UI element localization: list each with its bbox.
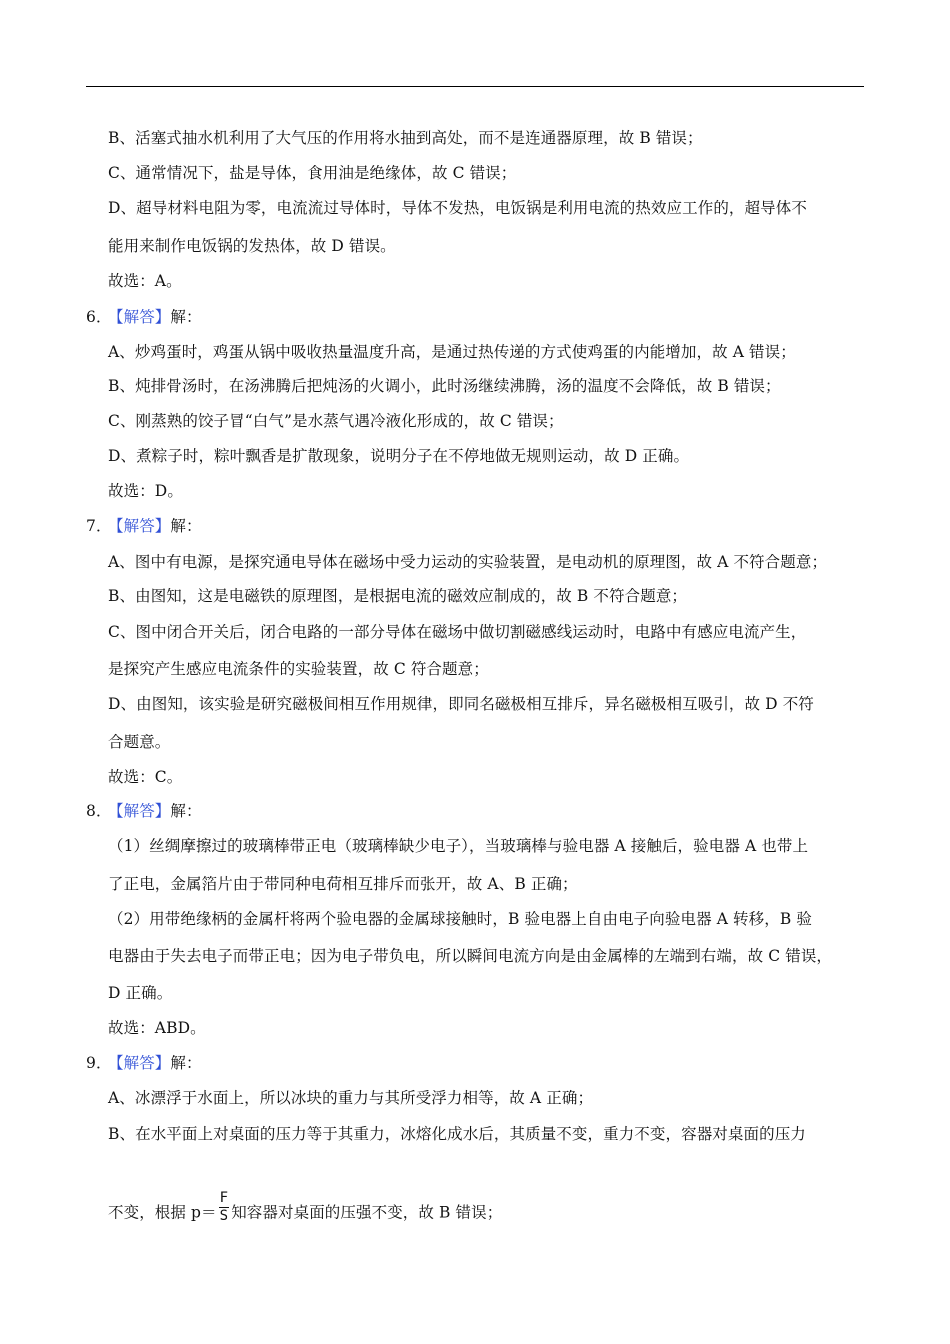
question-number: 9． xyxy=(86,1054,112,1072)
text-line: B、在水平面上对桌面的压力等于其重力，冰熔化成水后，其质量不变，重力不变，容器对桌面的压力 xyxy=(108,1125,806,1143)
text-line: B、活塞式抽水机利用了大气压的作用将水抽到高处，而不是连通器原理，故 B 错误； xyxy=(108,129,703,147)
text-line: 故选：D。 xyxy=(108,482,183,500)
text-line: B、炖排骨汤时，在汤沸腾后把炖汤的火调小，此时汤继续沸腾，汤的温度不会降低，故 B 错误； xyxy=(108,377,781,395)
question-number: 8． xyxy=(86,802,112,820)
text-line: （2）用带绝缘柄的金属杆将两个验电器的金属球接触时，B 验电器上自由电子向验电器 A 转移，B 验 xyxy=(108,910,812,928)
question-8-header xyxy=(86,801,202,821)
answer-tag: 【解答】 xyxy=(108,308,171,326)
text-line: 合题意。 xyxy=(108,733,171,751)
text-line: A、炒鸡蛋时，鸡蛋从锅中吸收热量温度升高，是通过热传递的方式使鸡蛋的内能增加，故 A 错误； xyxy=(108,343,796,361)
text-line: 能用来制作电饭锅的发热体，故 D 错误。 xyxy=(108,237,396,255)
answer-intro: 解： xyxy=(170,517,202,535)
text-line: 故选：ABD。 xyxy=(108,1019,206,1037)
text-line: 是探究产生感应电流条件的实验装置，故 C 符合题意； xyxy=(108,660,489,678)
text-line: C、刚蒸熟的饺子冒“白气”是水蒸气遇冷液化形成的，故 C 错误； xyxy=(108,412,564,430)
formula-suffix: 知容器对桌面的压强不变，故 B 错误； xyxy=(231,1203,503,1222)
question-number: 6． xyxy=(86,308,112,326)
answer-tag: 【解答】 xyxy=(108,517,171,535)
text-line: 故选：A。 xyxy=(108,272,182,290)
question-number: 7． xyxy=(86,517,112,535)
answer-intro: 解： xyxy=(170,802,202,820)
question-6-header xyxy=(86,307,202,327)
formula-line xyxy=(108,1190,503,1231)
pressure-fraction xyxy=(219,1190,230,1225)
text-line: A、图中有电源，是探究通电导体在磁场中受力运动的实验装置，是电动机的原理图，故 A 不符合题意； xyxy=(108,553,828,571)
text-line: （1）丝绸摩擦过的玻璃棒带正电（玻璃棒缺少电子），当玻璃棒与验电器 A 接触后，验电器 A 也带上 xyxy=(108,837,809,855)
text-line: C、图中闭合开关后，闭合电路的一部分导体在磁场中做切割磁感线运动时，电路中有感应电流产生， xyxy=(108,623,807,641)
question-9-header xyxy=(86,1053,202,1073)
text-line: C、通常情况下，盐是导体，食用油是绝缘体，故 C 错误； xyxy=(108,164,517,182)
header-rule xyxy=(86,86,864,87)
text-line: 电器由于失去电子而带正电；因为电子带负电，所以瞬间电流方向是由金属棒的左端到右端，故 C 错误， xyxy=(108,947,833,965)
question-7-header xyxy=(86,516,202,536)
answer-tag: 【解答】 xyxy=(108,802,171,820)
text-line: 故选：C。 xyxy=(108,768,183,786)
text-line: A、冰漂浮于水面上，所以冰块的重力与其所受浮力相等，故 A 正确； xyxy=(108,1089,594,1107)
text-line: B、由图知，这是电磁铁的原理图，是根据电流的磁效应制成的，故 B 不符合题意； xyxy=(108,587,688,605)
answer-intro: 解： xyxy=(170,308,202,326)
text-line: D 正确。 xyxy=(108,984,173,1002)
text-line: D、超导材料电阻为零，电流流过导体时，导体不发热，电饭锅是利用电流的热效应工作的，超导体不 xyxy=(108,199,807,217)
answer-tag: 【解答】 xyxy=(108,1054,171,1072)
answer-intro: 解： xyxy=(170,1054,202,1072)
fraction-numerator: F xyxy=(219,1190,229,1206)
text-line: D、由图知，该实验是研究磁极间相互作用规律，即同名磁极相互排斥，异名磁极相互吸引，故 D 不符 xyxy=(108,695,814,713)
formula-prefix: 不变，根据 p＝ xyxy=(108,1203,217,1222)
text-line: 了正电，金属箔片由于带同种电荷相互排斥而张开，故 A、B 正确； xyxy=(108,875,578,893)
text-line: D、煮粽子时，粽叶飘香是扩散现象，说明分子在不停地做无规则运动，故 D 正确。 xyxy=(108,447,690,465)
fraction-denominator: S xyxy=(219,1208,229,1224)
